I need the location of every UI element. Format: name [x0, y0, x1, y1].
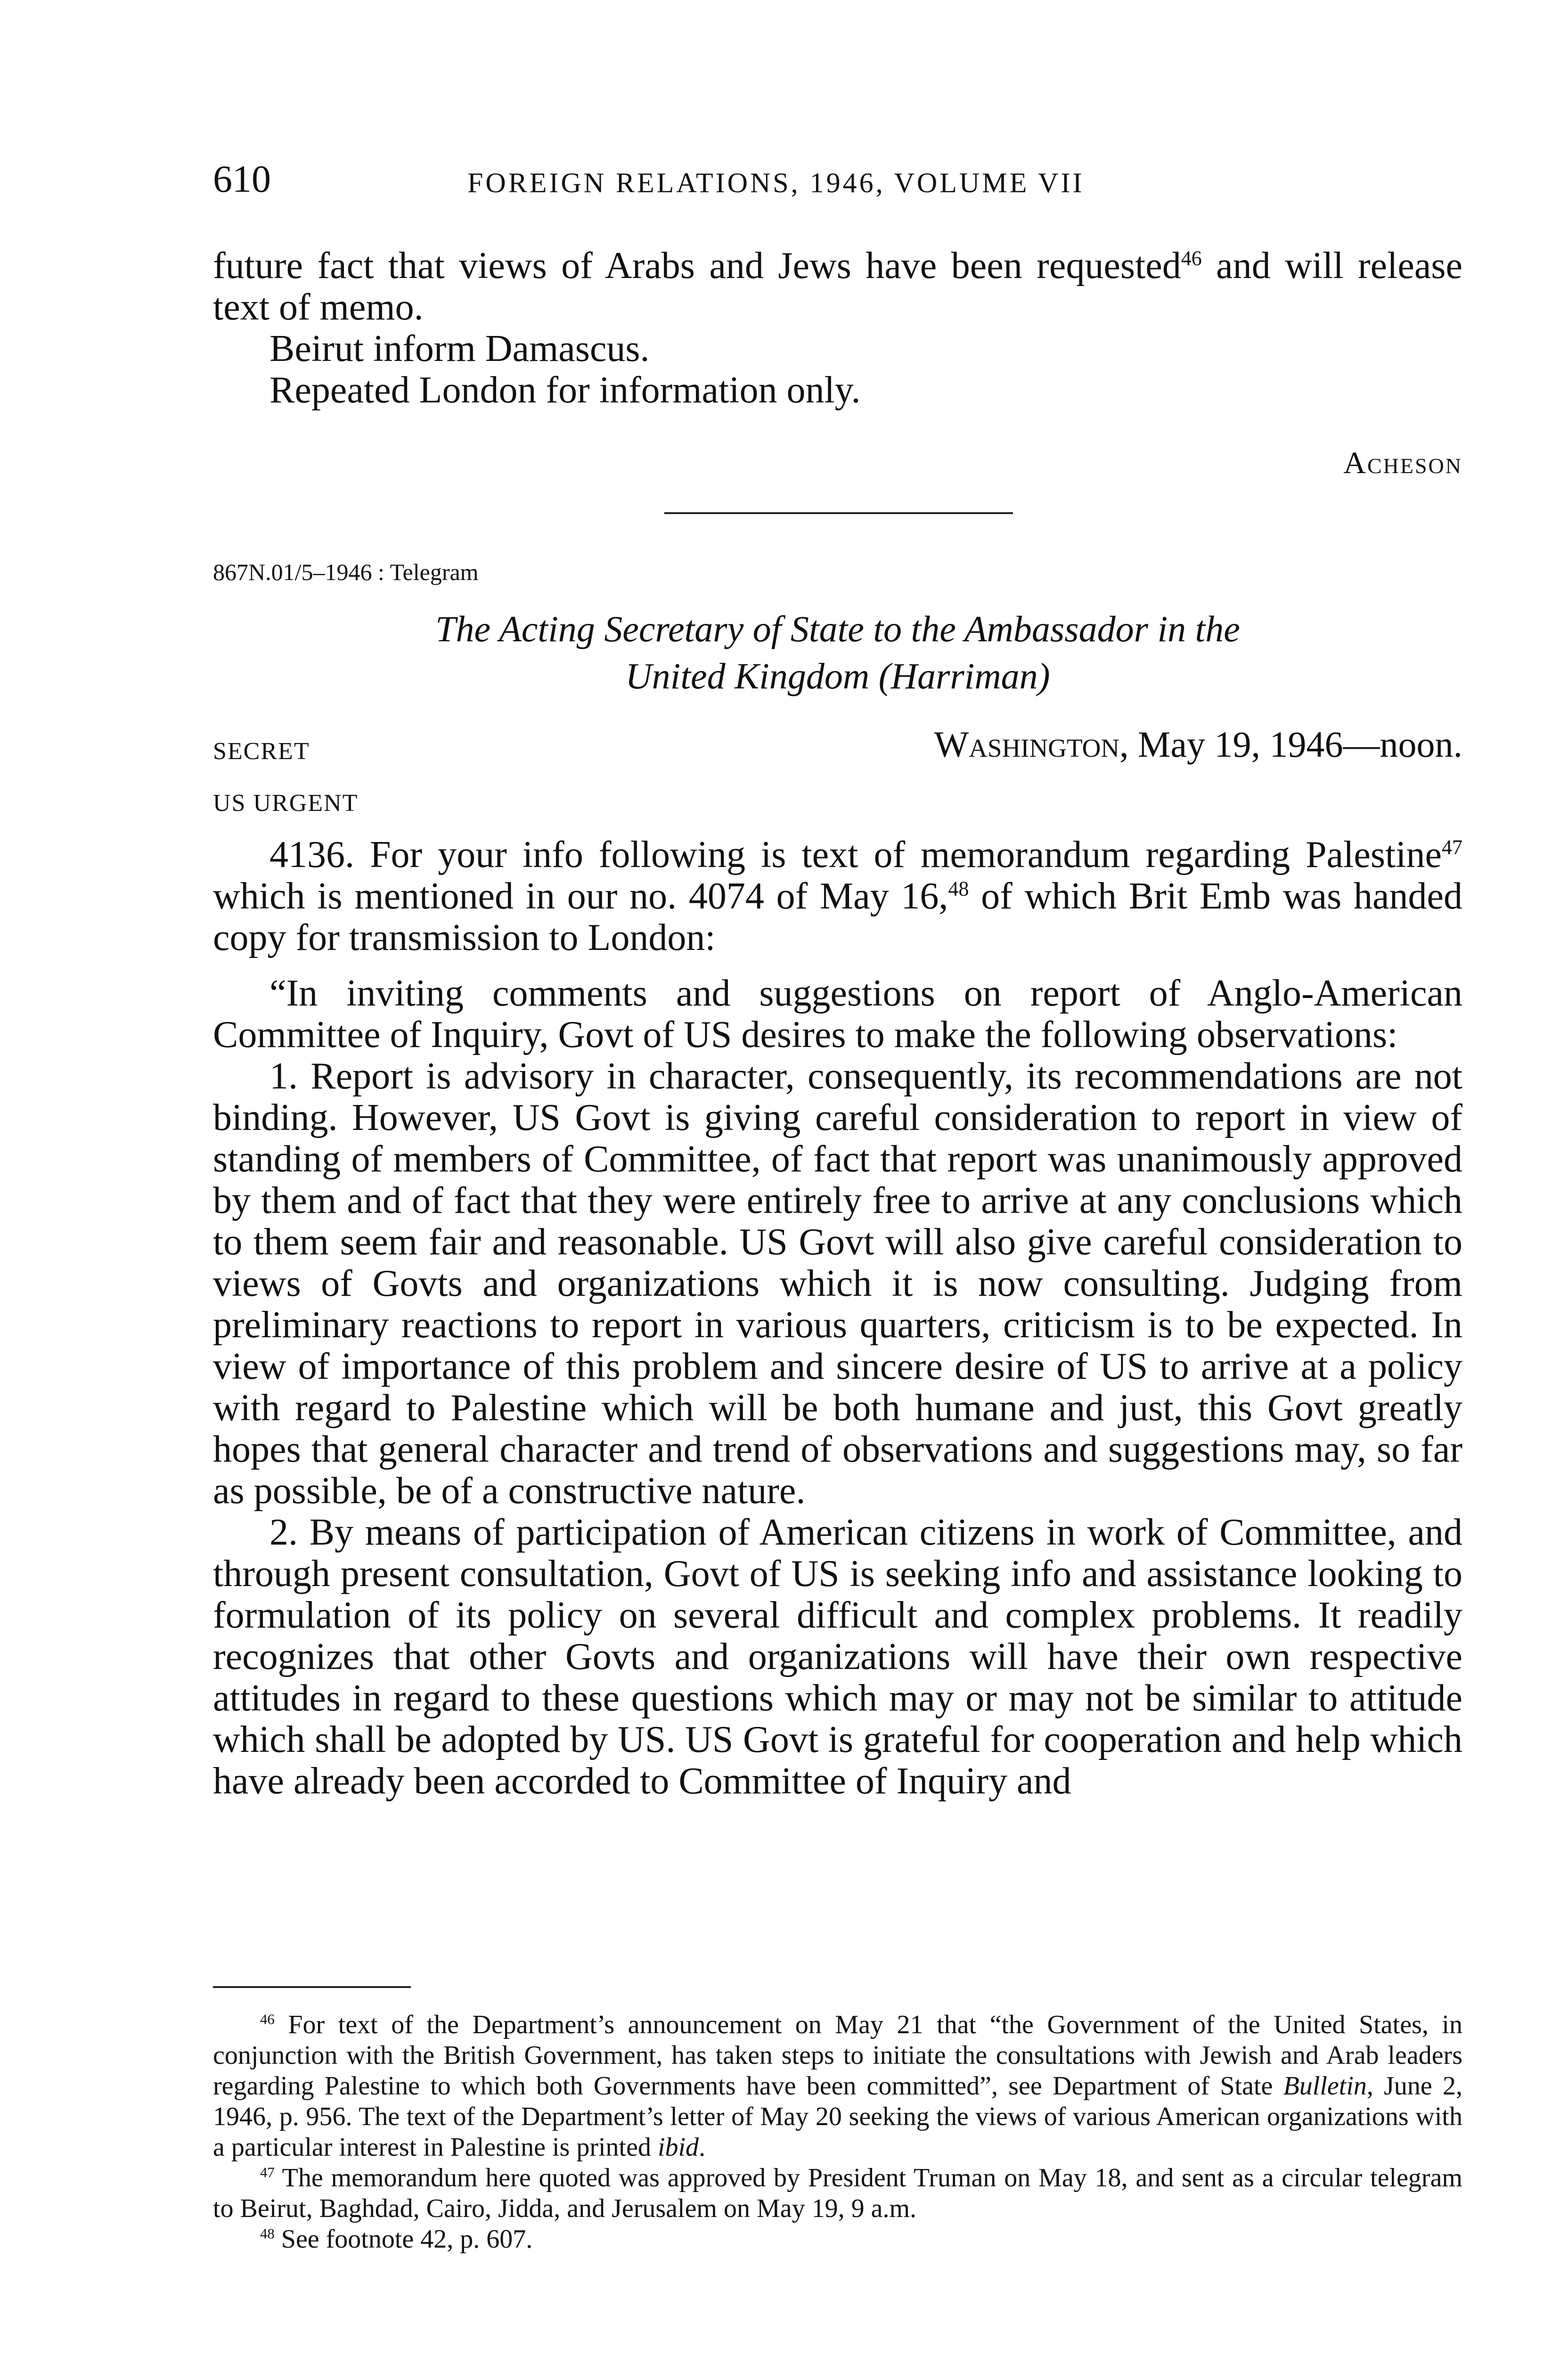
telegram-body: [213, 834, 1462, 1802]
footnote-46: $^{46}$ For text of the Department’s announcement on May 21 that “the Government of the United States, in conjunction with the British Government, has taken steps to initiate the consultations with Jewish and Arab leaders regarding Palestine to which both Governments have been committed”, see Department of State Bulletin, June 2, 1946, p. 956. The text of the Department’s letter of May 20 seeking the views of various American organizations with a particular interest in Palestine is printed ibid.: [213, 2010, 1462, 2162]
body-paragraph-intro: 4136. For your info following is text of memorandum regarding Palestine$^{47}$ which is mentioned in our no. 4074 of May 16,48 of which Brit Emb was handed copy for transmission to London:: [213, 834, 1462, 958]
dateline-date: , May 19, 1946—noon.: [1119, 724, 1462, 765]
dateline: [934, 723, 1462, 766]
body-paragraph-point-2: 2. By means of participation of American citizens in work of Committee, and through present consultation, Govt of US is seeking info and assistance looking to formulation of its policy on several difficult and complex problems. It readily recognizes that other Govts and organizations will have their own respective attitudes in regard to these questions which may or may not be similar to attitude which shall be adopted by US. US Govt is grateful for cooperation and help which have already been accorded to Committee of Inquiry and: [213, 1512, 1462, 1802]
document-title-line-2: United Kingdom (Harriman): [625, 655, 1050, 696]
footnote-ref-46: 46: [1181, 246, 1202, 270]
file-reference: 867N.01/5–1946 : Telegram: [213, 559, 479, 585]
document-title-line-1: The Acting Secretary of State to the Ambassador in the: [435, 608, 1240, 649]
footnote-ref-48: 48: [948, 877, 969, 900]
continuation-text: [213, 245, 1462, 411]
continuation-line-beirut: Beirut inform Damascus.: [270, 328, 650, 369]
continuation-line-repeated: Repeated London for information only.: [270, 369, 861, 411]
document-title: [213, 605, 1462, 700]
footnote-48: $^{48}$ See footnote 42, p. 607.: [260, 2225, 533, 2254]
footnotes: [213, 2010, 1462, 2255]
footnote-47: $^{47}$ The memorandum here quoted was approved by President Truman on May 18, and sent as a circular telegram to Beirut, Baghdad, Cairo, Jidda, and Jerusalem on May 19, 9 a.m.: [213, 2163, 1462, 2223]
classification-label: SECRET: [213, 738, 310, 765]
priority-label: US URGENT: [213, 790, 359, 817]
footnote-ref-47: 47: [1442, 835, 1462, 859]
footnote-divider: [213, 1986, 411, 1988]
page-header: [213, 155, 1462, 203]
signature: Acheson: [1343, 446, 1462, 480]
body-paragraph-point-1: 1. Report is advisory in character, consequently, its recommendations are not binding. However, US Govt is giving careful consideration to report in view of standing of members of Committee, of fact that report was unanimously approved by them and of fact that they were entirely free to arrive at any conclusions which to them seem fair and reasonable. US Govt will also give careful consideration to views of Govts and organizations which it is now consulting. Judging from preliminary reactions to report in various quarters, criticism is to be expected. In view of importance of this problem and sincere desire of US to arrive at a policy with regard to Palestine which will be both humane and just, this Govt greatly hopes that general character and trend of observations and suggestions may, so far as possible, be of a constructive nature.: [213, 1055, 1462, 1512]
body-paragraph-memo-opening: “In inviting comments and suggestions on report of Anglo-American Committee of Inquiry, Govt of US desires to make the following observations:: [213, 973, 1462, 1055]
page-number: 610: [213, 157, 271, 200]
continuation-paragraph: future fact that views of Arabs and Jews have been requested$^{46}$ and will release text of memo.: [213, 245, 1463, 328]
section-divider: [664, 512, 1013, 514]
dateline-place: Washington: [934, 724, 1120, 765]
running-title: FOREIGN RELATIONS, 1946, VOLUME VII: [467, 167, 1085, 198]
